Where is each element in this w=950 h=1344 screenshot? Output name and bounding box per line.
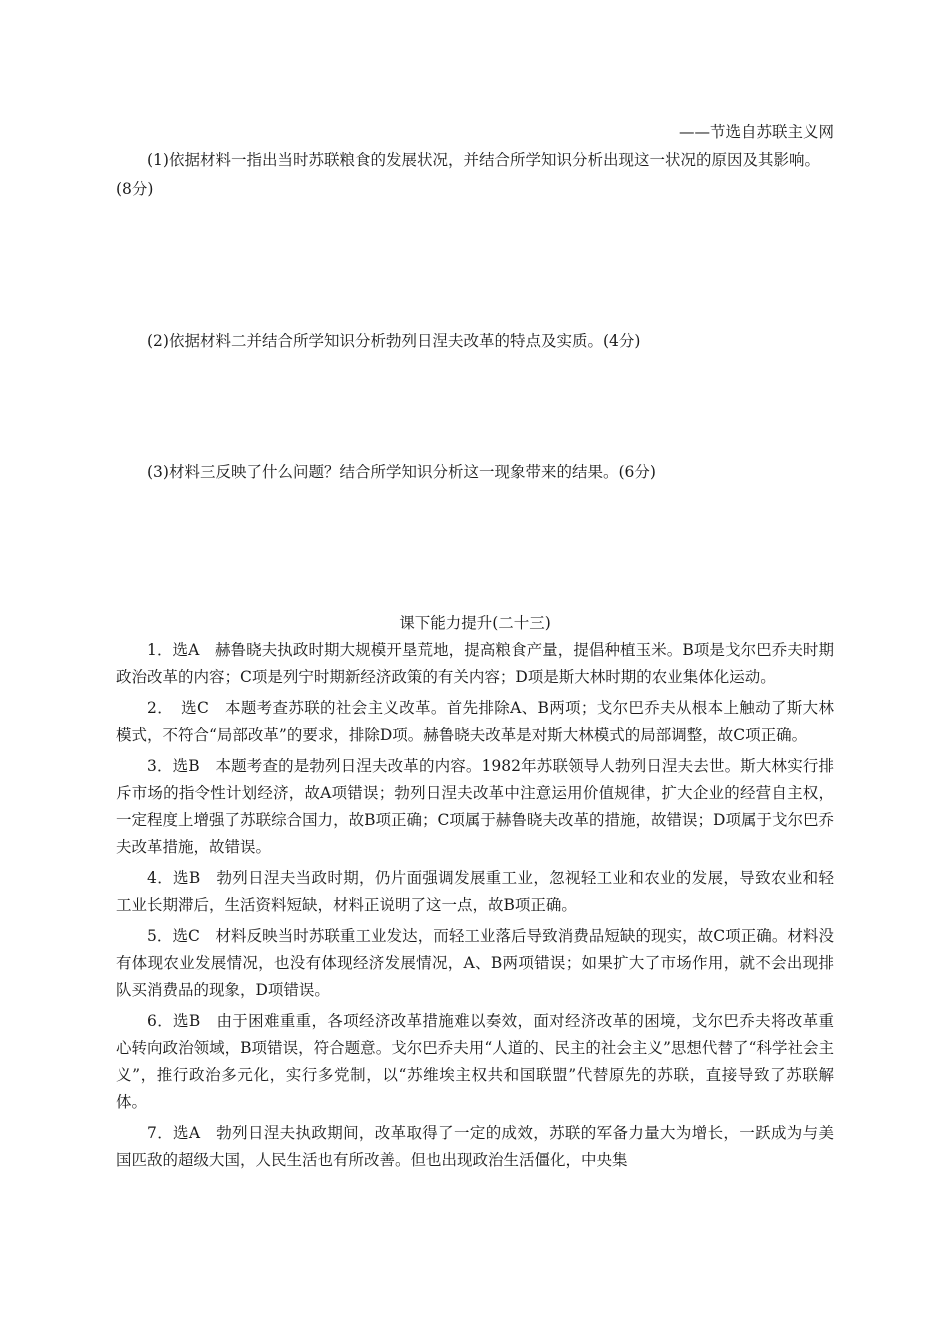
answer-list [116,637,834,1178]
answer-item: 5．选C 材料反映当时苏联重工业发达，而轻工业落后导致消费品短缺的现实，故C项正确。材料没有体现农业发展情况，也没有体现经济发展情况，A、B两项错误；如果扩大了市场作用，就不会出现排队买消费品的现象，D项错误。 [116,927,834,999]
answer-item: 1．选A 赫鲁晓夫执政时期大规模开垦荒地，提高粮食产量，提倡种植玉米。B项是戈尔巴乔夫时期政治改革的内容；C项是列宁时期新经济政策的有关内容；D项是斯大林时期的农业集体化运动。 [116,641,834,686]
material-source: ——节选自苏联主义网 [678,123,834,141]
answer-item: 6．选B 由于困难重重，各项经济改革措施难以奏效，面对经济改革的困境，戈尔巴乔夫将改革重心转向政治领域，B项错误，符合题意。戈尔巴乔夫用“人道的、民主的社会主义”思想代替了“科学社会主义”，推行政治多元化，实行多党制，以“苏维埃主权共和国联盟”代替原先的苏联，直接导致了苏联解体。 [116,1012,834,1111]
answer-item: 4．选B 勃列日涅夫当政时期，仍片面强调发展重工业，忽视轻工业和农业的发展，导致农业和轻工业长期滞后，生活资料短缺，材料正说明了这一点，故B项正确。 [116,869,834,914]
answer-item: 3．选B 本题考查的是勃列日涅夫改革的内容。1982年苏联领导人勃列日涅夫去世。斯大林实行排斥市场的指令性计划经济，故A项错误；勃列日涅夫改革中注意运用价值规律，扩大企业的经营自主权，一定程度上增强了苏联综合国力，故B项正确；C项属于赫鲁晓夫改革的措施，故错误；D项属于戈尔巴乔夫改革措施，故错误。 [116,757,834,856]
answer-item: 2． 选C 本题考查苏联的社会主义改革。首先排除A、B两项；戈尔巴乔夫从根本上触动了斯大林模式，不符合“局部改革”的要求，排除D项。赫鲁晓夫改革是对斯大林模式的局部调整，故C项正确。 [116,699,834,744]
question-3: (3)材料三反映了什么问题？结合所学知识分析这一现象带来的结果。(6分) [147,463,656,481]
answer-item: 7．选A 勃列日涅夫执政期间，改革取得了一定的成效，苏联的军备力量大为增长，一跃成为与美国匹敌的超级大国，人民生活也有所改善。但也出现政治生活僵化，中央集 [116,1124,834,1169]
section-title: 课下能力提升(二十三) [399,614,551,632]
question-1: (1)依据材料一指出当时苏联粮食的发展状况，并结合所学知识分析出现这一状况的原因及其影响。(8分) [116,151,820,198]
question-2: (2)依据材料二并结合所学知识分析勃列日涅夫改革的特点及实质。(4分) [147,332,641,350]
